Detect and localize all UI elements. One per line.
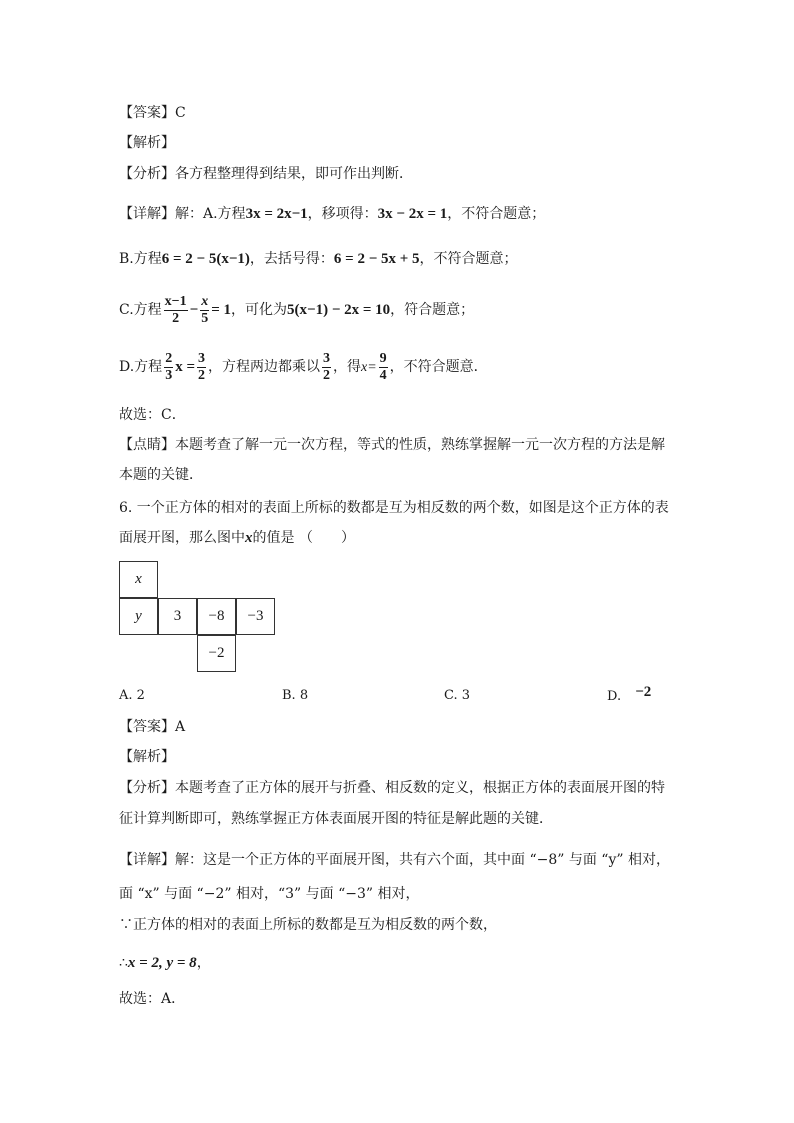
q5-detail-prefix: 【详解】解：A.方程 [119,206,246,222]
q6-solution: x = 2, y = 8 [127,955,197,971]
q5-b-prefix: B.方程 [119,251,162,267]
q5-a-mid: ，移项得： [307,206,378,222]
q6-option-d-label: D. [607,689,622,704]
q5-b-end: ，不符合题意； [419,251,518,267]
q5-option-b-line [119,249,518,269]
q5-a-equation: 3x = 2x−1 [245,206,308,222]
q6-analysis-label: 【解析】 [119,749,175,765]
q5-option-a-line [119,204,545,224]
q6-detail-3: ∵正方体的相对的表面上所标的数都是互为相反数的两个数， [119,917,497,933]
q5-option-d-line [119,349,488,386]
q5-a-end: ，不符合题意； [447,206,546,222]
q5-d-fraction-2: $\frac{3}{2}$ [198,350,205,383]
q5-option-c-line [119,292,474,328]
cube-face-3: 3 [158,598,197,635]
q5-dianjing-1: 【点睛】本题考查了解一元一次方程，等式的性质，熟练掌握解一元一次方程的方法是解 [119,437,665,453]
q5-c-minus: − [189,302,199,318]
q5-analysis-label: 【解析】 [119,135,175,151]
q5-c-eq1: = 1 [211,302,232,318]
cube-net-diagram [119,561,275,673]
cube-face-y: y [119,598,158,635]
q5-d-end: ，不符合题意． [389,359,488,375]
q6-fenxi-1: 【分析】本题考查了正方体的展开与折叠、相反数的定义，根据正方体的表面展开图的特 [119,780,665,796]
q5-b-equation: 6 = 2 − 5(x−1) [161,251,250,267]
q6-detail-2: 面 “x” 与面 “−2” 相对，“3” 与面 “−3” 相对， [119,886,420,902]
q6-option-d [607,684,652,705]
q5-c-mid: ，可化为 [231,302,288,318]
q5-d-fraction-4: $\frac{9}{4}$ [379,350,387,383]
cube-face-minus-2: −2 [197,635,236,672]
q5-d-fraction-3: $\frac{3}{2}$ [323,350,330,383]
q5-a-result: 3x − 2x = 1 [377,206,448,222]
q6-option-b: B. 8 [282,688,309,703]
q5-c-result: 5(x−1) − 2x = 10 [287,302,391,318]
q5-d-xeq: x= [361,360,377,375]
q6-option-c: C. 3 [444,688,471,703]
q5-d-mid: ，方程两边都乘以 [208,359,320,375]
q5-c-prefix: C.方程 [119,302,162,318]
q5-d-prefix: D.方程 [119,359,163,375]
q5-c-end: ，符合题意； [390,302,475,318]
q5-b-result: 6 = 2 − 5x + 5 [333,251,420,267]
cube-face-x: x [119,561,158,598]
q6-choose: 故选：A． [119,991,186,1007]
q5-d-x: x = [175,359,195,375]
q6-stem-1: 6. 一个正方体的相对的表面上所标的数都是互为相反数的两个数，如图是这个正方体的表 [119,500,669,516]
q5-c-fraction-2: $\frac{x}{5}$ [201,293,209,326]
q5-b-mid: ，去括号得： [249,251,334,267]
q5-d-fraction-1: $\frac{2}{3}$ [165,350,173,383]
q6-answer: 【答案】A [119,719,186,735]
q5-d-mid2: ，得 [333,359,361,375]
cube-face-minus-8: −8 [197,598,236,635]
cube-face-minus-3: −3 [236,598,275,635]
q5-answer: 【答案】C [119,105,186,121]
q6-therefore: ∴ [119,955,128,971]
q6-option-d-value: −2 [635,684,652,700]
q5-choose: 故选：C． [119,407,186,423]
q6-detail-4-end: ， [196,955,211,971]
q6-stem-x: x [245,530,253,546]
q5-dianjing-2: 本题的关键． [119,467,203,483]
q5-fenxi: 【分析】各方程整理得到结果，即可作出判断． [119,166,413,182]
q6-fenxi-2: 征计算判断即可，熟练掌握正方体表面展开图的特征是解此题的关键． [119,811,553,827]
q6-stem-2 [119,528,355,548]
q6-stem-2a: 面展开图，那么图中 [119,530,245,546]
q6-option-a: A. 2 [119,688,145,703]
q6-detail-1: 【详解】解：这是一个正方体的平面展开图，共有六个面，其中面 “−8” 与面 “y” 相对， [119,852,670,868]
q6-detail-4 [119,953,211,973]
q5-c-fraction-1: $\frac{x-1}{2}$ [164,293,187,326]
q6-stem-2b: 的值是 （ ） [252,530,355,546]
